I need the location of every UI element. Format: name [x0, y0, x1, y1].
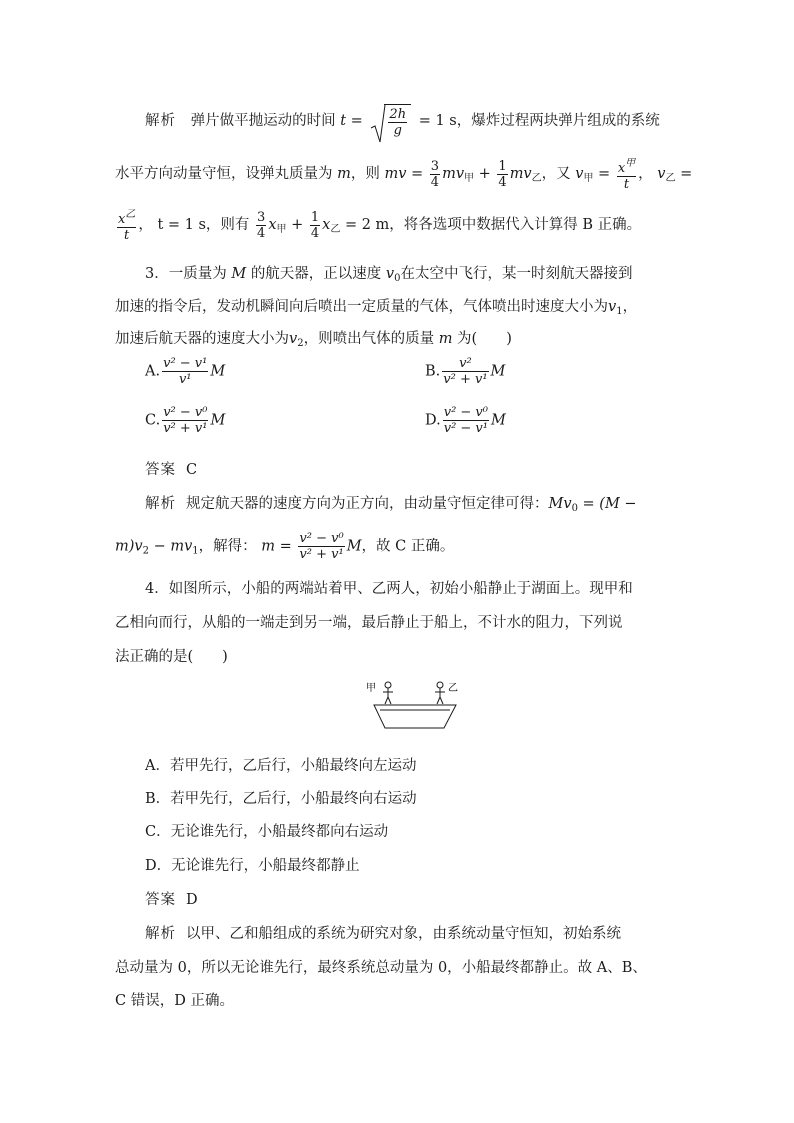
- frac-den: 4: [430, 174, 440, 190]
- var-x: x: [322, 217, 331, 233]
- var-M: M: [490, 363, 506, 380]
- frac-num: 3: [430, 158, 440, 174]
- var-v: v: [289, 331, 298, 347]
- person-yi-icon: [435, 682, 445, 704]
- option-label: B.: [425, 363, 441, 380]
- q2-analysis-line-3: $\frac{x^乙}{t}$ ， t = 1 s，则有 $\frac{3}{4}$ $x_甲$ + $\frac{1}{4}$ $x_乙 = 2$ m，将各选项中数据代入计算得 B 正确。: [118, 209, 642, 243]
- option-label: C.: [145, 412, 161, 429]
- frac-num: v² − v⁰: [443, 405, 488, 420]
- q2-analysis-line-1: [145, 104, 660, 138]
- q4-option-b: B．若甲先行，乙后行，小船最终向右运动: [145, 791, 417, 807]
- sub: 1: [616, 306, 623, 317]
- text: ，则: [350, 166, 380, 182]
- sub: 乙: [330, 224, 341, 235]
- text: 的航天器，正以速度: [250, 266, 382, 282]
- q3-analysis-line-2: [115, 531, 454, 562]
- frac-num: v² − v¹: [163, 356, 208, 371]
- q4-analysis-line-3: C 错误，D 正确。: [115, 993, 234, 1009]
- sub: 甲: [276, 224, 287, 235]
- option-label: A.: [145, 363, 161, 380]
- q4-stem-line-3: 法正确的是( ): [115, 649, 228, 665]
- var-M: M: [346, 538, 362, 555]
- text: ，故 C 正确。: [361, 538, 455, 555]
- q4-answer: [145, 888, 198, 909]
- sub: 0: [394, 273, 401, 284]
- boat-diagram: [360, 678, 470, 738]
- q2-analysis-line-2: 水平方向动量守恒，设弹丸质量为 m，则 mv = $\frac{3}{4}$ $mv_甲$ + $\frac{1}{4}$ $mv_乙$，又 $v_甲$ = $\frac{x^甲}{t}$ ， $v_乙$ =: [115, 158, 693, 192]
- option-c: [145, 405, 225, 436]
- frac-num: 2h: [389, 107, 407, 122]
- boat-figure: [360, 678, 470, 742]
- var-M: M: [548, 496, 564, 512]
- sub: 甲: [464, 173, 475, 184]
- var-v: v: [575, 166, 584, 182]
- var-M: M: [231, 266, 247, 282]
- option-b: [425, 356, 505, 387]
- q3-stem-line-2: [115, 295, 637, 317]
- q4-option-d: D．无论谁先行，小船最终都静止: [145, 858, 360, 874]
- frac-den: g: [393, 123, 402, 138]
- q4-analysis-line-2: 总动量为 0，所以无论谁先行，最终系统总动量为 0，小船最终都静止。故 A、B、: [115, 960, 647, 976]
- sub: 乙: [665, 173, 676, 184]
- q4-stem-line-2: 乙相向而行，从船的一端走到另一端，最后静止于船上，不计水的阻力，下列说: [115, 615, 623, 631]
- text: 3．一质量为: [145, 266, 227, 282]
- sqrt-expression: [370, 104, 411, 138]
- radical-sign-icon: [370, 104, 386, 144]
- sub: 乙: [531, 173, 542, 184]
- q4-option-a: A．若甲先行，乙后行，小船最终向左运动: [145, 758, 417, 774]
- analysis-label: 解析: [145, 926, 176, 942]
- sub: 2: [142, 545, 149, 557]
- sub: 甲: [583, 173, 594, 184]
- frac-den: 4: [498, 174, 507, 190]
- frac-den: v² + v¹: [299, 547, 344, 562]
- text: m =: [261, 538, 292, 555]
- frac-den: v² − v¹: [443, 421, 488, 436]
- var-m: m: [337, 166, 351, 182]
- answer-label: 答案: [145, 892, 176, 908]
- option-label: D.: [425, 412, 441, 429]
- var-M: M: [491, 412, 506, 429]
- text: 水平方向动量守恒，设弹丸质量为: [115, 166, 333, 182]
- sub: 0: [571, 503, 578, 514]
- frac-num: v² − v⁰: [163, 405, 208, 420]
- text: = 1 s，爆炸过程两块弹片组成的系统: [418, 113, 660, 129]
- text: 加速的指令后，发动机瞬间向后喷出一定质量的气体，气体喷出时速度大小为: [115, 299, 608, 315]
- sup: 甲: [625, 158, 636, 169]
- answer-label: 答案: [145, 462, 176, 478]
- sub: 2: [297, 338, 304, 349]
- var-mv: mv: [442, 166, 465, 182]
- text: ，则喷出气体的质量: [303, 331, 435, 347]
- text: − mv: [153, 538, 193, 555]
- var-t: t: [340, 113, 347, 129]
- frac-num: 3: [257, 209, 266, 225]
- fig-label-yi: 乙: [448, 683, 458, 694]
- boat-icon: [374, 705, 456, 728]
- text: ，解得：: [198, 538, 257, 555]
- frac-num: 1: [310, 209, 320, 225]
- q4-option-c: C．无论谁先行，小船最终都向右运动: [145, 824, 389, 840]
- var-m: m: [438, 331, 453, 347]
- text: 为( ): [457, 331, 512, 347]
- person-jia-icon: [383, 682, 393, 704]
- var-v: v: [385, 266, 395, 282]
- var-mv: mv: [384, 166, 407, 182]
- var-x: x: [617, 161, 626, 176]
- var-M: M: [210, 412, 226, 429]
- text: ，: [622, 299, 638, 315]
- text: = 2 m，将各选项中数据代入计算得 B 正确。: [344, 217, 642, 233]
- answer-value: C: [186, 462, 198, 478]
- var-x: x: [268, 217, 277, 233]
- text: t = 1 s，则有: [157, 217, 250, 233]
- q3-stem-line-3: [115, 327, 512, 349]
- text: ，又: [541, 166, 571, 182]
- option-a: [145, 356, 225, 387]
- var-t: t: [124, 228, 130, 243]
- text: 弹片做平抛运动的时间: [190, 113, 336, 129]
- frac-den: 4: [257, 225, 266, 241]
- text: 规定航天器的速度方向为正方向，由动量守恒定律可得：: [186, 496, 549, 512]
- var-v: v: [657, 166, 666, 182]
- q3-analysis-line-1: [145, 492, 637, 514]
- frac-num: v²: [442, 356, 488, 372]
- q3-stem-line-1: [145, 262, 633, 284]
- eq: =: [350, 113, 363, 129]
- var-t: t: [623, 177, 630, 192]
- option-d: [425, 405, 506, 436]
- q4-analysis-line-1: [145, 922, 621, 943]
- frac-den: v² + v¹: [443, 372, 488, 387]
- var-x: x: [118, 212, 126, 227]
- text: 以甲、乙和船组成的系统为研究对象，由系统动量守恒知，初始系统: [186, 926, 621, 942]
- sub: 1: [192, 545, 199, 557]
- text: 在太空中飞行，某一时刻航天器接到: [400, 266, 633, 282]
- analysis-label: 解析: [145, 496, 176, 512]
- text: = (M −: [582, 496, 637, 512]
- frac-den: 4: [310, 225, 320, 241]
- frac-den: v² + v¹: [163, 421, 208, 436]
- var-v: v: [563, 496, 572, 512]
- answer-value: D: [186, 892, 198, 908]
- fig-label-jia: 甲: [366, 683, 376, 694]
- frac-den: v¹: [178, 372, 192, 387]
- q3-answer: [145, 458, 197, 479]
- frac-num: 1: [498, 158, 507, 174]
- sup: 乙: [125, 209, 136, 220]
- analysis-label: 解析: [145, 113, 176, 129]
- var-mv: mv: [509, 166, 532, 182]
- var-v: v: [608, 299, 617, 315]
- var-M: M: [210, 363, 226, 380]
- text: m)v: [115, 538, 143, 555]
- text: 加速后航天器的速度大小为: [115, 331, 289, 347]
- q4-stem-line-1: 4．如图所示，小船的两端站着甲、乙两人，初始小船静止于湖面上。现甲和: [145, 581, 633, 597]
- frac-num: v² − v⁰: [299, 531, 344, 546]
